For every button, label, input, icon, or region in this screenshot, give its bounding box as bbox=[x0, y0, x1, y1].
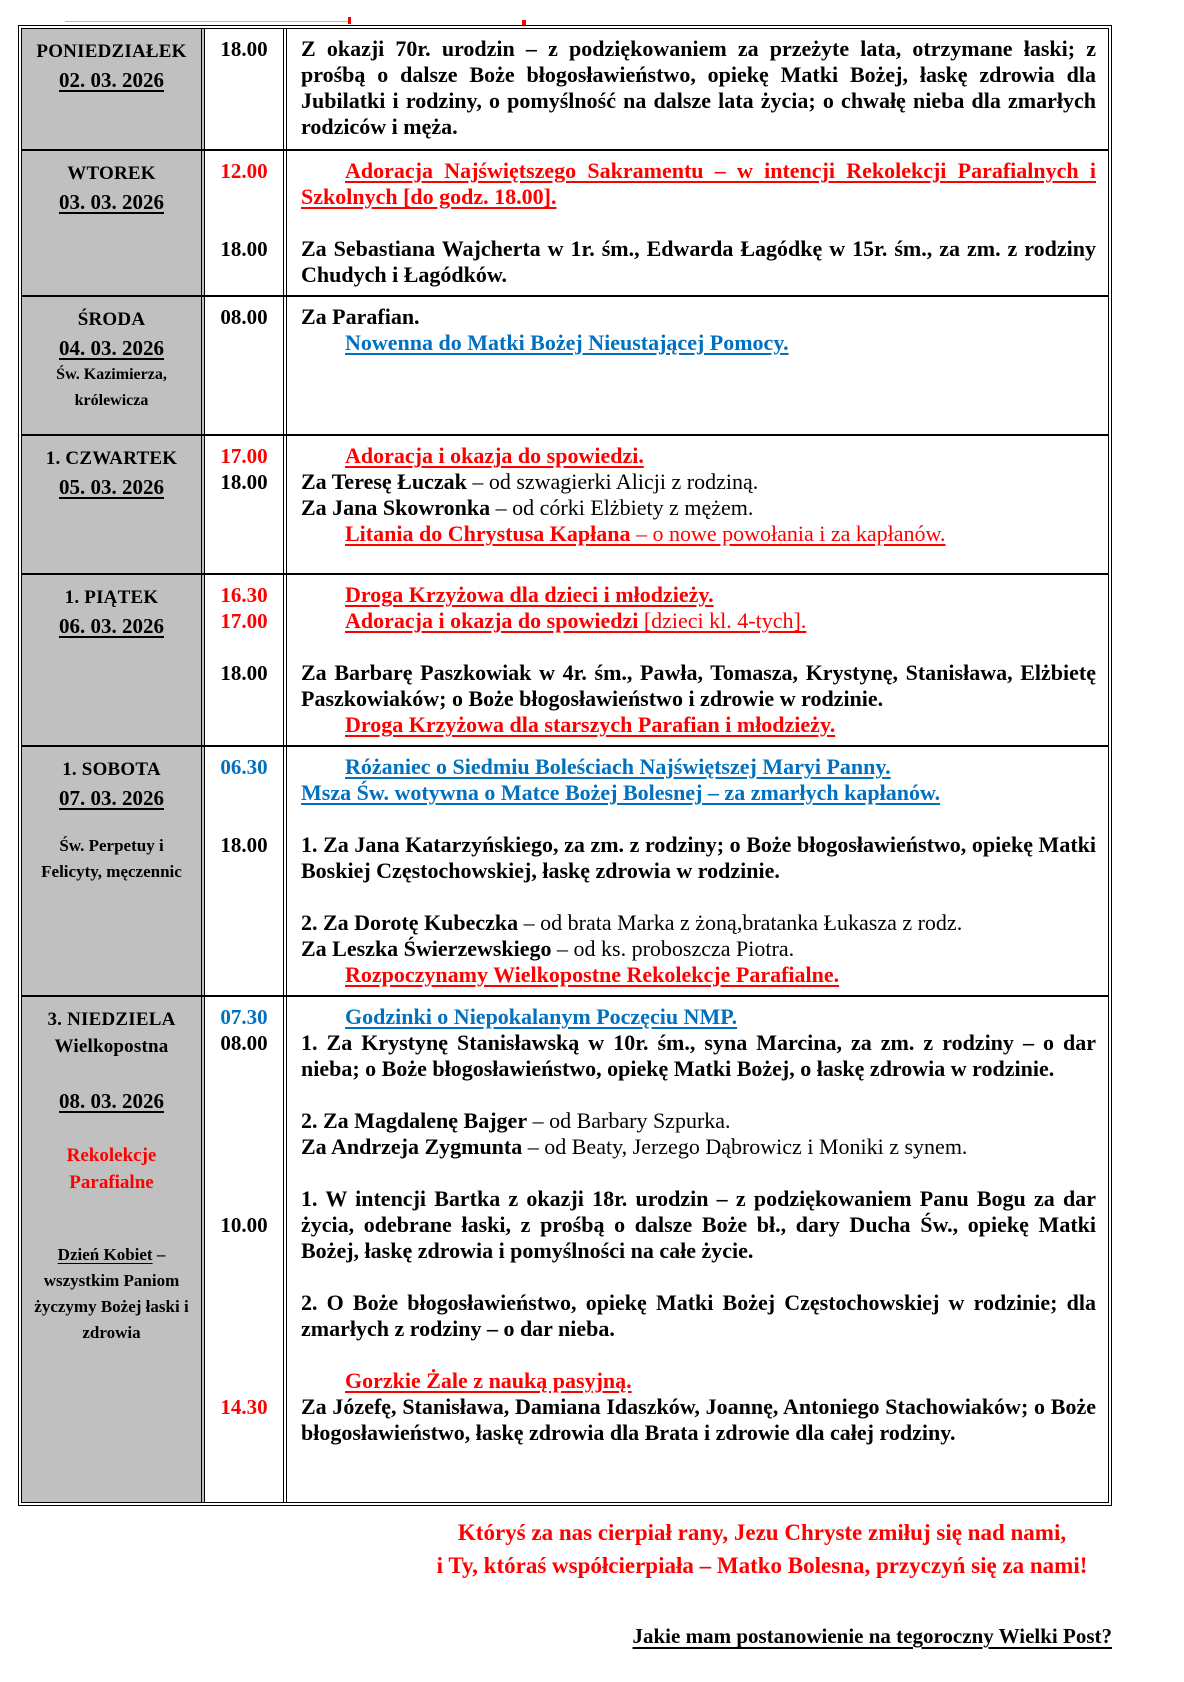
day-line bbox=[28, 333, 195, 363]
intention-line bbox=[301, 754, 1096, 780]
table-row bbox=[22, 29, 1108, 151]
day-line bbox=[28, 1242, 195, 1268]
text-segment: – od Beaty, Jerzego Dąbrowicz i Moniki z synem. bbox=[522, 1134, 968, 1159]
text-segment: Za Jana Skowronka bbox=[301, 495, 491, 520]
time-value bbox=[207, 1004, 281, 1030]
scan-artifact-mark bbox=[348, 17, 351, 24]
text-segment: Felicyty, męczennic bbox=[41, 862, 182, 881]
time-value bbox=[207, 1030, 281, 1056]
text-segment: 04. 03. 2026 bbox=[59, 336, 164, 360]
scan-artifact-line bbox=[65, 21, 349, 22]
time-cell bbox=[205, 575, 287, 745]
intention-line bbox=[301, 469, 1096, 495]
intention-line bbox=[301, 780, 1096, 806]
text-segment: – od szwagierki Alicji z rodziną. bbox=[466, 469, 759, 494]
text-segment: 06. 03. 2026 bbox=[59, 614, 164, 638]
text-segment: 2. Za Magdalenę Bajger bbox=[301, 1108, 528, 1133]
table-row bbox=[22, 151, 1108, 297]
text-segment: 12.00 bbox=[220, 159, 268, 183]
time-value bbox=[207, 608, 281, 634]
text-segment: zdrowia bbox=[82, 1323, 141, 1342]
intention-line bbox=[301, 1004, 1096, 1030]
time-value bbox=[207, 754, 281, 780]
text-segment: Adoracja i okazja do spowiedzi bbox=[345, 608, 644, 633]
lenten-prayer bbox=[0, 1516, 1184, 1582]
text-segment: Godzinki o Niepokalanym Poczęciu NMP. bbox=[345, 1004, 738, 1029]
prayer-line: Któryś za nas cierpiał rany, Jezu Chryste zmiłuj się nad nami, bbox=[457, 1520, 1067, 1545]
text-segment: 3. NIEDZIELA bbox=[47, 1009, 176, 1030]
time-value bbox=[207, 304, 281, 330]
intentions-cell bbox=[287, 747, 1108, 995]
day-line bbox=[28, 187, 195, 217]
text-segment: 03. 03. 2026 bbox=[59, 190, 164, 214]
text-segment: Za Barbarę Paszkowiak w 4r. śm., Pawła, Tomasza, Krystynę, Stanisława, Elżbietę Paszkowiaków; o Boże błogosławieństwo i zdrowie w rodzinie. bbox=[301, 660, 1096, 711]
text-segment: Za Józefę, Stanisława, Damiana Idaszków, Joannę, Antoniego Stachowiaków; o Boże błogosławieństwo, łaskę zdrowia dla Brata i zdrowie dla całej rodziny. bbox=[301, 1394, 1096, 1445]
intention-line bbox=[301, 962, 1096, 988]
text-segment: – bbox=[152, 1245, 166, 1264]
time-value bbox=[207, 469, 281, 495]
day-cell bbox=[22, 575, 205, 745]
intentions-cell bbox=[287, 297, 1108, 434]
time-cell bbox=[205, 29, 287, 149]
text-segment: 18.00 bbox=[220, 661, 268, 685]
intention-line bbox=[301, 521, 1096, 547]
time-value bbox=[207, 832, 281, 858]
text-segment: 1. W intencji Bartka z okazji 18r. urodzin – z podziękowaniem Panu Bogu za dar życia, odebrane łaski, z prośbą o dalsze Boże bł., dary Ducha Św., opiekę Matki Bożej, łaskę zdrowia i pomyślności na całe życie. bbox=[301, 1186, 1096, 1263]
intention-line bbox=[301, 1290, 1096, 1342]
text-segment: Adoracja i okazja do spowiedzi. bbox=[345, 443, 644, 468]
day-line bbox=[28, 859, 195, 885]
intention-line bbox=[301, 1186, 1096, 1264]
intention-line bbox=[301, 158, 1096, 210]
text-segment: 08. 03. 2026 bbox=[59, 1089, 164, 1113]
intentions-cell bbox=[287, 997, 1108, 1502]
text-segment: Rekolekcje Parafialne bbox=[66, 1145, 157, 1193]
time-cell bbox=[205, 997, 287, 1502]
intention-line bbox=[301, 660, 1096, 712]
text-segment: Za Sebastiana Wajcherta w 1r. śm., Edwarda Łagódkę w 15r. śm., za zm. z rodziny Chudych i Łagódków. bbox=[301, 236, 1096, 287]
day-line bbox=[28, 756, 195, 783]
text-segment: 07.30 bbox=[220, 1005, 268, 1029]
day-line bbox=[28, 1033, 195, 1060]
text-segment: [dzieci kl. 4-tych]. bbox=[643, 608, 807, 633]
text-segment: 1. Za Krystynę Stanisławską w 10r. śm., syna Marcina, za zm. z rodziny – o dar nieba; o Boże błogosławieństwo, opiekę Matki Bożej, o łaskę zdrowia w rodzinie. bbox=[301, 1030, 1096, 1081]
text-segment: Nowenna do Matki Bożej Nieustającej Pomocy. bbox=[345, 330, 789, 355]
text-segment: Za Teresę Łuczak bbox=[301, 469, 467, 494]
text-segment: 18.00 bbox=[220, 833, 268, 857]
day-cell bbox=[22, 747, 205, 995]
text-segment: 08.00 bbox=[220, 305, 268, 329]
text-segment: 07. 03. 2026 bbox=[59, 786, 164, 810]
table-row bbox=[22, 297, 1108, 436]
text-segment: Droga Krzyżowa dla starszych Parafian i młodzieży. bbox=[345, 712, 836, 737]
day-cell bbox=[22, 151, 205, 295]
text-segment: Msza Św. wotywna o Matce Bożej Bolesnej – za zmarłych kapłanów. bbox=[301, 780, 941, 805]
text-segment: – od ks. proboszcza Piotra. bbox=[551, 936, 795, 961]
intention-line bbox=[301, 36, 1096, 140]
text-segment: WTOREK bbox=[67, 163, 156, 184]
time-cell bbox=[205, 436, 287, 573]
intention-line bbox=[301, 236, 1096, 288]
text-segment: Rozpoczynamy Wielkopostne Rekolekcje Parafialne. bbox=[345, 962, 840, 987]
text-segment: ŚRODA bbox=[77, 309, 146, 330]
day-line bbox=[28, 65, 195, 95]
intention-line bbox=[301, 936, 1096, 962]
day-line bbox=[28, 783, 195, 813]
text-segment: 14.30 bbox=[220, 1395, 268, 1419]
intention-line bbox=[301, 330, 1096, 356]
table-row bbox=[22, 747, 1108, 997]
text-segment: Adoracja Najświętszego Sakramentu – w intencji Rekolekcji Parafialnych i Szkolnych [do godz. 18.00]. bbox=[301, 158, 1096, 209]
text-segment: – od Barbary Szpurka. bbox=[527, 1108, 731, 1133]
text-segment: 06.30 bbox=[220, 755, 268, 779]
text-segment: Gorzkie Żale z nauką pasyjną. bbox=[345, 1368, 632, 1393]
text-segment: Dzień Kobiet bbox=[57, 1245, 153, 1264]
intention-line bbox=[301, 495, 1096, 521]
day-line bbox=[28, 1086, 195, 1116]
text-segment: – od brata Marka z żoną,bratanka Łukasza z rodz. bbox=[518, 910, 963, 935]
text-segment: królewicza bbox=[74, 392, 149, 409]
text-segment: 18.00 bbox=[220, 237, 268, 261]
text-segment: 17.00 bbox=[220, 444, 268, 468]
day-line bbox=[28, 389, 195, 415]
day-line bbox=[28, 472, 195, 502]
text-segment: Za Parafian. bbox=[301, 304, 420, 329]
intention-line bbox=[301, 1368, 1096, 1394]
time-cell bbox=[205, 151, 287, 295]
day-line bbox=[28, 445, 195, 472]
intention-line bbox=[301, 1108, 1096, 1134]
table-row bbox=[22, 575, 1108, 747]
day-cell bbox=[22, 29, 205, 149]
day-line bbox=[28, 38, 195, 65]
time-cell bbox=[205, 297, 287, 434]
day-line bbox=[28, 1320, 195, 1346]
text-segment: Droga Krzyżowa dla dzieci i młodzieży. bbox=[345, 582, 714, 607]
text-segment: 2. Za Dorotę Kubeczka bbox=[301, 910, 519, 935]
time-value bbox=[207, 660, 281, 686]
text-segment: 18.00 bbox=[220, 37, 268, 61]
day-line bbox=[28, 833, 195, 859]
prayer-line: i Ty, któraś współcierpiała – Matko Bolesna, przyczyń się za nami! bbox=[436, 1553, 1088, 1578]
text-segment: Św. Perpetuy i bbox=[59, 836, 164, 855]
day-cell bbox=[22, 436, 205, 573]
time-value bbox=[207, 36, 281, 62]
intention-line bbox=[301, 304, 1096, 330]
table-row bbox=[22, 436, 1108, 575]
text-segment: Różaniec o Siedmiu Boleściach Najświętszej Maryi Panny. bbox=[345, 754, 891, 779]
time-value bbox=[207, 236, 281, 262]
text-segment: 1. PIĄTEK bbox=[64, 587, 159, 608]
text-segment: Za Leszka Świerzewskiego bbox=[301, 936, 552, 961]
day-line bbox=[28, 611, 195, 641]
day-line bbox=[28, 1294, 195, 1320]
table-row bbox=[22, 997, 1108, 1502]
time-value bbox=[207, 158, 281, 184]
text-segment: Za Andrzeja Zygmunta bbox=[301, 1134, 523, 1159]
intention-line bbox=[301, 1134, 1096, 1160]
time-cell bbox=[205, 747, 287, 995]
day-line bbox=[28, 1268, 195, 1294]
text-segment: 05. 03. 2026 bbox=[59, 475, 164, 499]
text-segment: 2. O Boże błogosławieństwo, opiekę Matki Bożej Częstochowskiej w rodzinie; dla zmarłych z rodziny – o dar nieba. bbox=[301, 1290, 1096, 1341]
text-segment: 18.00 bbox=[220, 470, 268, 494]
text-segment: 1. SOBOTA bbox=[62, 759, 161, 780]
text-segment: życzymy Bożej łaski i bbox=[34, 1297, 189, 1316]
intentions-cell bbox=[287, 436, 1108, 573]
day-cell bbox=[22, 997, 205, 1502]
text-segment: 16.30 bbox=[220, 583, 268, 607]
text-segment: 1. CZWARTEK bbox=[45, 448, 178, 469]
text-segment: Litania do Chrystusa Kapłana bbox=[345, 521, 631, 546]
text-segment: PONIEDZIAŁEK bbox=[36, 41, 187, 62]
text-segment: 10.00 bbox=[220, 1213, 268, 1237]
text-segment: 17.00 bbox=[220, 609, 268, 633]
day-line bbox=[28, 363, 195, 389]
day-line bbox=[28, 306, 195, 333]
text-segment: – o nowe powołania i za kapłanów. bbox=[630, 521, 946, 546]
intention-line bbox=[301, 582, 1096, 608]
intention-line bbox=[301, 1394, 1096, 1446]
text-segment: Św. Kazimierza, bbox=[56, 366, 167, 383]
time-value bbox=[207, 1394, 281, 1420]
intentions-cell bbox=[287, 29, 1108, 149]
text-segment: 02. 03. 2026 bbox=[59, 68, 164, 92]
time-value bbox=[207, 443, 281, 469]
intention-line bbox=[301, 443, 1096, 469]
intentions-cell bbox=[287, 575, 1108, 745]
time-value bbox=[207, 1212, 281, 1238]
intention-line bbox=[301, 608, 1096, 634]
text-segment: wszystkim Paniom bbox=[43, 1271, 180, 1290]
text-segment: Wielkopostna bbox=[54, 1036, 169, 1057]
intentions-cell bbox=[287, 151, 1108, 295]
day-line bbox=[28, 1006, 195, 1033]
day-line bbox=[28, 160, 195, 187]
text-segment: 08.00 bbox=[220, 1031, 268, 1055]
time-value bbox=[207, 582, 281, 608]
day-line bbox=[28, 1142, 195, 1196]
day-cell bbox=[22, 297, 205, 434]
lent-resolution-question: Jakie mam postanowienie na tegoroczny Wielki Post? bbox=[632, 1624, 1112, 1648]
day-line bbox=[28, 584, 195, 611]
text-segment: – od córki Elżbiety z mężem. bbox=[490, 495, 754, 520]
text-segment: Z okazji 70r. urodzin – z podziękowaniem za przeżyte lata, otrzymane łaski; z prośbą o dalsze Boże błogosławieństwo, opiekę Matki Bożej, łaskę zdrowia dla Jubilatki i rodziny, o pomyślność na dalsze lata życia; o chwałę nieba dla zmarłych rodziców i męża. bbox=[301, 36, 1096, 139]
schedule-table bbox=[18, 25, 1112, 1506]
intention-line bbox=[301, 910, 1096, 936]
intention-line bbox=[301, 1030, 1096, 1082]
text-segment: 1. Za Jana Katarzyńskiego, za zm. z rodziny; o Boże błogosławieństwo, opiekę Matki Boskiej Częstochowskiej, łaskę zdrowia w rodzinie. bbox=[301, 832, 1096, 883]
intention-line bbox=[301, 712, 1096, 738]
intention-line bbox=[301, 832, 1096, 884]
